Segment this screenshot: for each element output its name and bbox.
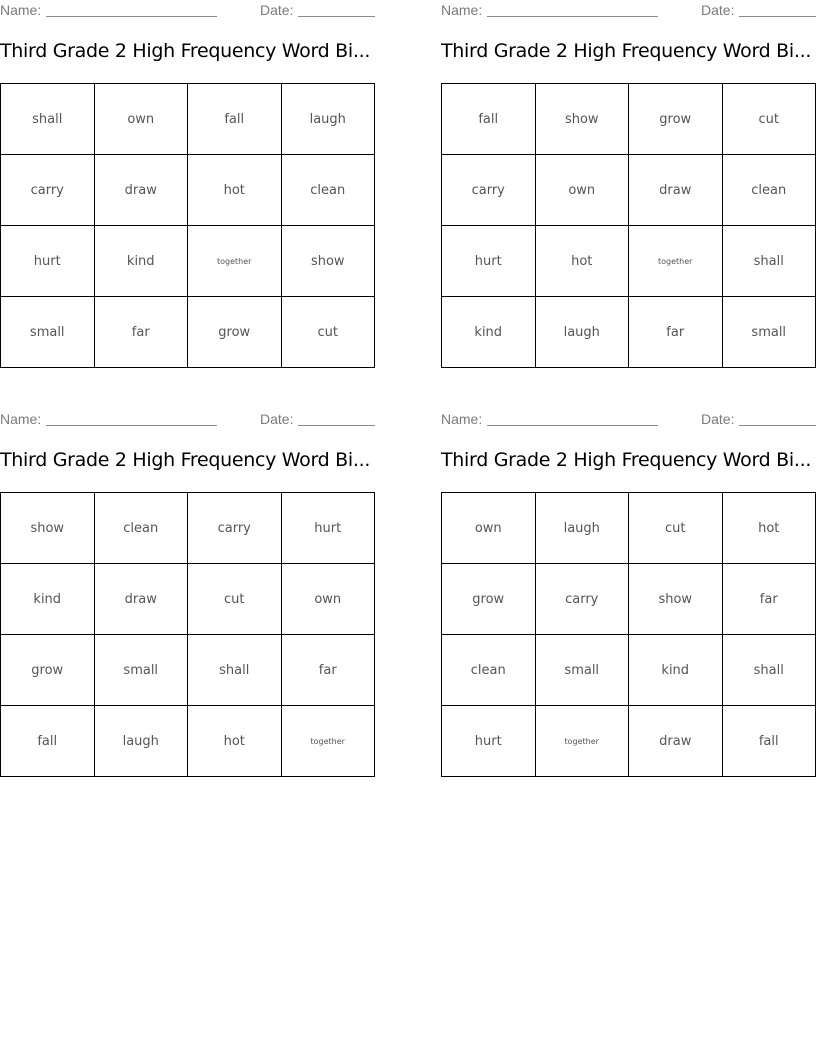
bingo-cell: fall <box>188 84 282 155</box>
bingo-cell: kind <box>442 297 536 368</box>
bingo-card-4 <box>441 409 816 749</box>
bingo-cell: draw <box>629 155 723 226</box>
card-header <box>0 0 375 22</box>
date-blank-line <box>739 16 816 17</box>
bingo-cell: hurt <box>442 226 536 297</box>
bingo-cell: together <box>188 226 282 297</box>
grid-row <box>1 155 375 226</box>
bingo-cell: carry <box>442 155 536 226</box>
name-label: Name: <box>0 411 42 427</box>
bingo-cell: draw <box>94 564 188 635</box>
bingo-cell: carry <box>188 493 282 564</box>
bingo-grid <box>441 492 816 777</box>
grid-row <box>1 706 375 777</box>
bingo-cell: far <box>94 297 188 368</box>
bingo-cell: hot <box>722 493 816 564</box>
bingo-cell: own <box>442 493 536 564</box>
bingo-grid <box>0 492 375 777</box>
bingo-cell: hot <box>535 226 629 297</box>
name-blank-line <box>487 16 658 17</box>
bingo-cell: kind <box>94 226 188 297</box>
name-label: Name: <box>441 2 483 18</box>
bingo-card-2 <box>441 0 816 340</box>
bingo-cell: hurt <box>1 226 95 297</box>
bingo-cell: cut <box>188 564 282 635</box>
grid-row <box>442 84 816 155</box>
date-label: Date: <box>260 2 294 18</box>
bingo-cell: fall <box>442 84 536 155</box>
name-blank-line <box>46 16 217 17</box>
bingo-cell: together <box>629 226 723 297</box>
card-header <box>0 409 375 431</box>
name-blank-line <box>46 425 217 426</box>
bingo-cell: own <box>535 155 629 226</box>
bingo-card-3 <box>0 409 375 749</box>
bingo-cell: clean <box>281 155 375 226</box>
bingo-cell: far <box>722 564 816 635</box>
name-label: Name: <box>0 2 42 18</box>
bingo-card-1 <box>0 0 375 340</box>
bingo-cell: cut <box>629 493 723 564</box>
grid-row <box>442 564 816 635</box>
bingo-cell: laugh <box>535 297 629 368</box>
bingo-cell: grow <box>442 564 536 635</box>
grid-row <box>1 226 375 297</box>
grid-row <box>1 493 375 564</box>
card-title: Third Grade 2 High Frequency Word Bi... <box>0 40 371 62</box>
bingo-cell: fall <box>1 706 95 777</box>
bingo-cell: hurt <box>281 493 375 564</box>
bingo-cell: hot <box>188 706 282 777</box>
bingo-cell: small <box>94 635 188 706</box>
grid-row <box>442 155 816 226</box>
bingo-cell: together <box>535 706 629 777</box>
grid-row <box>442 706 816 777</box>
bingo-cell: cut <box>722 84 816 155</box>
bingo-cell: kind <box>629 635 723 706</box>
bingo-cell: shall <box>722 635 816 706</box>
card-header <box>441 0 816 22</box>
name-label: Name: <box>441 411 483 427</box>
bingo-cell: shall <box>1 84 95 155</box>
grid-row <box>442 297 816 368</box>
card-title: Third Grade 2 High Frequency Word Bi... <box>441 449 812 471</box>
bingo-cell: own <box>281 564 375 635</box>
date-label: Date: <box>701 2 735 18</box>
bingo-grid <box>0 83 375 368</box>
bingo-cell: own <box>94 84 188 155</box>
bingo-cell: laugh <box>94 706 188 777</box>
bingo-cell: cut <box>281 297 375 368</box>
grid-row <box>442 226 816 297</box>
grid-row <box>1 297 375 368</box>
date-blank-line <box>298 16 375 17</box>
date-blank-line <box>298 425 375 426</box>
bingo-cell: clean <box>722 155 816 226</box>
bingo-cell: laugh <box>281 84 375 155</box>
bingo-cell: far <box>629 297 723 368</box>
grid-row <box>1 635 375 706</box>
bingo-cell: small <box>722 297 816 368</box>
bingo-cell: draw <box>94 155 188 226</box>
bingo-cell: clean <box>442 635 536 706</box>
bingo-cell: grow <box>188 297 282 368</box>
card-title: Third Grade 2 High Frequency Word Bi... <box>0 449 371 471</box>
bingo-cell: fall <box>722 706 816 777</box>
bingo-cell: shall <box>722 226 816 297</box>
grid-row <box>1 84 375 155</box>
date-label: Date: <box>260 411 294 427</box>
date-label: Date: <box>701 411 735 427</box>
bingo-cell: draw <box>629 706 723 777</box>
bingo-cell: hurt <box>442 706 536 777</box>
bingo-cell: show <box>281 226 375 297</box>
grid-row <box>1 564 375 635</box>
bingo-cell: show <box>1 493 95 564</box>
bingo-cell: together <box>281 706 375 777</box>
bingo-cell: small <box>1 297 95 368</box>
bingo-cell: grow <box>629 84 723 155</box>
grid-row <box>442 493 816 564</box>
bingo-cell: grow <box>1 635 95 706</box>
bingo-cell: kind <box>1 564 95 635</box>
grid-row <box>442 635 816 706</box>
bingo-cell: laugh <box>535 493 629 564</box>
card-title: Third Grade 2 High Frequency Word Bi... <box>441 40 812 62</box>
name-blank-line <box>487 425 658 426</box>
bingo-cell: show <box>535 84 629 155</box>
date-blank-line <box>739 425 816 426</box>
bingo-grid <box>441 83 816 368</box>
bingo-cell: far <box>281 635 375 706</box>
bingo-cell: small <box>535 635 629 706</box>
card-header <box>441 409 816 431</box>
bingo-cell: show <box>629 564 723 635</box>
bingo-cell: carry <box>1 155 95 226</box>
bingo-cell: hot <box>188 155 282 226</box>
bingo-cell: shall <box>188 635 282 706</box>
bingo-cell: carry <box>535 564 629 635</box>
bingo-cell: clean <box>94 493 188 564</box>
